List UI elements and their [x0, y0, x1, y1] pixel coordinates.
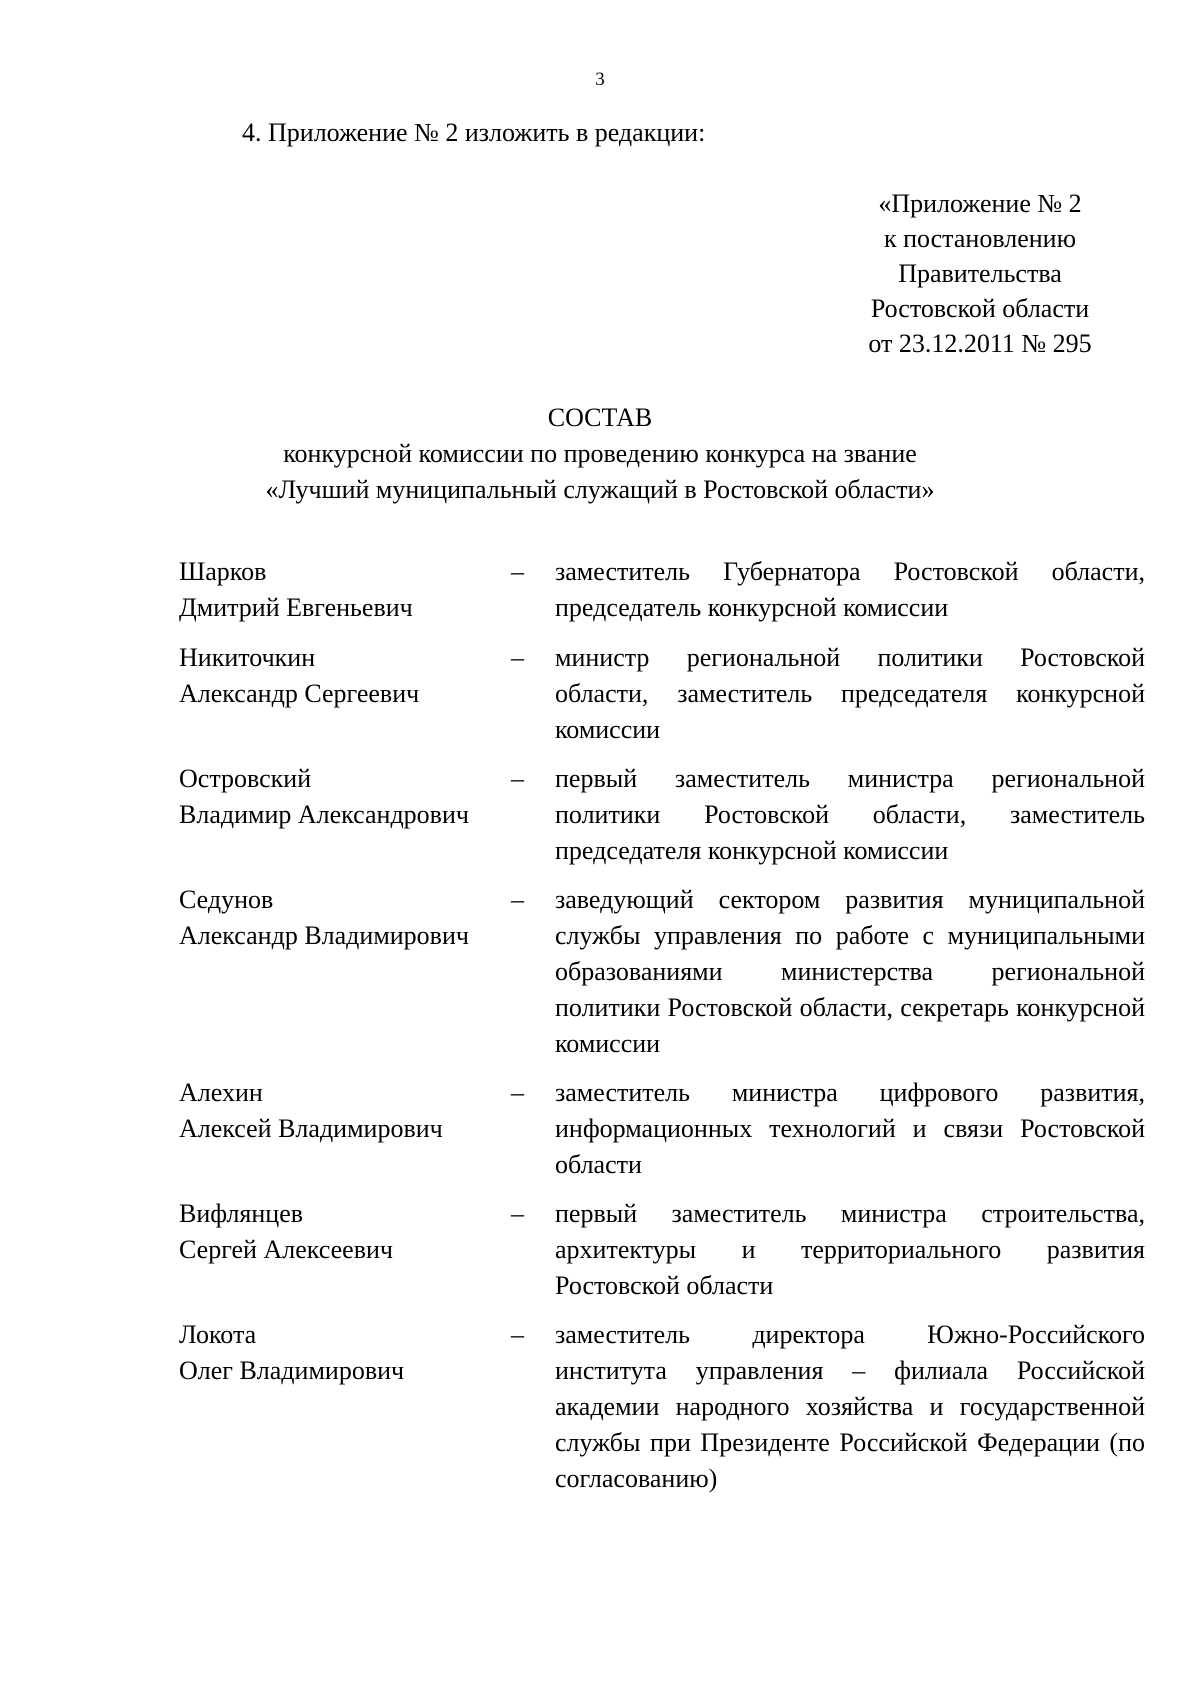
member-row: [179, 554, 1145, 626]
member-name: [179, 1075, 509, 1183]
title-subtitle-line: «Лучший муниципальный служащий в Ростовской области»: [265, 475, 935, 504]
member-dash: –: [511, 1199, 524, 1228]
member-name: [179, 554, 509, 626]
member-row: [179, 640, 1145, 748]
member-dash: –: [511, 764, 524, 793]
member-role: министр региональной политики Ростовской области, заместитель председателя конкурсной комиссии: [555, 643, 1145, 744]
document-title: [0, 400, 1200, 508]
member-name: [179, 1196, 509, 1304]
member-given-names: Дмитрий Евгеньевич: [179, 593, 413, 622]
member-name: [179, 761, 509, 869]
title-main: СОСТАВ: [547, 403, 653, 432]
member-role: заместитель директора Южно-Российского института управления – филиала Российской академии народного хозяйства и государственной службы при Президенте Российской Федерации (по согласованию): [555, 1320, 1145, 1493]
member-surname: Шарков: [179, 557, 267, 586]
member-given-names: Алексей Владимирович: [179, 1114, 443, 1143]
member-dash: –: [511, 557, 524, 586]
appendix-header-line: от 23.12.2011 № 295: [868, 329, 1092, 358]
member-given-names: Владимир Александрович: [179, 800, 469, 829]
member-name: [179, 1317, 509, 1497]
member-role: заместитель министра цифрового развития, информационных технологий и связи Ростовской области: [555, 1078, 1145, 1179]
member-name: [179, 882, 509, 1062]
member-dash: –: [511, 1078, 524, 1107]
member-role: заместитель Губернатора Ростовской области, председатель конкурсной комиссии: [555, 557, 1145, 622]
commission-members-list: [179, 554, 1145, 1497]
member-given-names: Александр Владимирович: [179, 921, 469, 950]
member-name: [179, 640, 509, 748]
member-dash: –: [511, 885, 524, 914]
appendix-header-line: «Приложение № 2: [878, 189, 1082, 218]
title-subtitle-line: конкурсной комиссии по проведению конкурса на звание: [283, 439, 917, 468]
appendix-header-line: к постановлению: [883, 224, 1077, 253]
member-role: заведующий сектором развития муниципальной службы управления по работе с муниципальными образованиями министерства региональной политики Ростовской области, секретарь конкурсной комиссии: [555, 885, 1145, 1058]
appendix-header-line: Правительства: [898, 259, 1062, 288]
member-row: [179, 761, 1145, 869]
member-surname: Никиточкин: [179, 643, 316, 672]
member-dash: –: [511, 1320, 524, 1349]
member-surname: Алехин: [179, 1078, 263, 1107]
appendix-header-line: Ростовской области: [870, 294, 1090, 323]
member-surname: Локота: [179, 1320, 257, 1349]
member-surname: Вифлянцев: [179, 1199, 304, 1228]
appendix-header: [840, 186, 1120, 361]
member-role: первый заместитель министра региональной политики Ростовской области, заместитель председателя конкурсной комиссии: [555, 764, 1145, 865]
member-dash: –: [511, 643, 524, 672]
page-number: 3: [595, 69, 605, 90]
member-row: [179, 1317, 1145, 1497]
member-row: [179, 1075, 1145, 1183]
member-given-names: Александр Сергеевич: [179, 679, 420, 708]
member-surname: Седунов: [179, 885, 274, 914]
member-surname: Островский: [179, 764, 312, 793]
amendment-instruction: 4. Приложение № 2 изложить в редакции:: [242, 118, 706, 147]
member-row: [179, 1196, 1145, 1304]
member-given-names: Олег Владимирович: [179, 1356, 405, 1385]
member-role: первый заместитель министра строительства, архитектуры и территориального развития Ростовской области: [555, 1199, 1145, 1300]
member-given-names: Сергей Алексеевич: [179, 1235, 393, 1264]
member-row: [179, 882, 1145, 1062]
